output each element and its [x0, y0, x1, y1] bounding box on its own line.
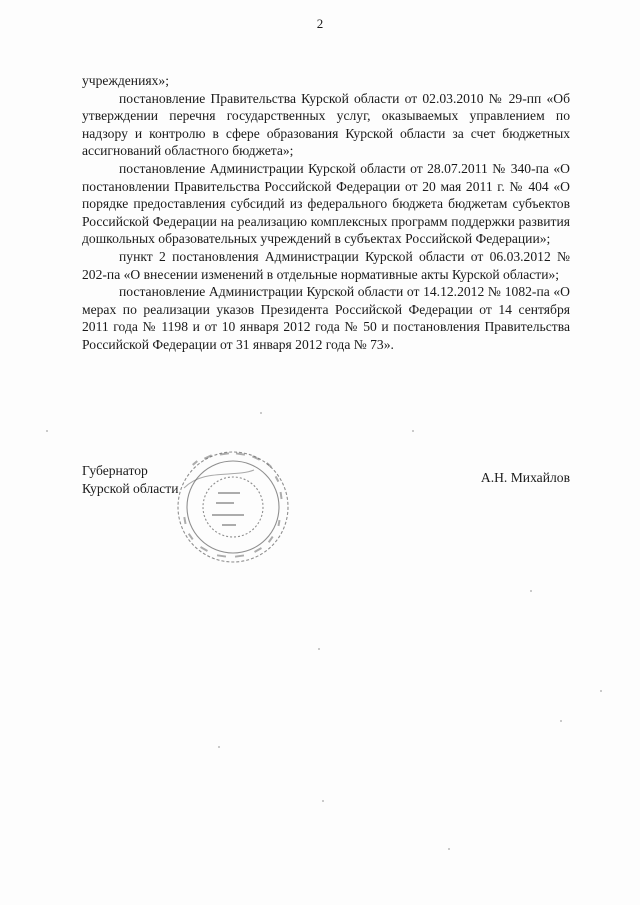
official-stamp-seal: [174, 448, 292, 566]
scan-speck: [530, 590, 532, 592]
signature-title-line2: Курской области: [82, 480, 179, 496]
scan-speck: [448, 848, 450, 850]
scan-speck: [600, 690, 602, 692]
paragraph-3: постановление Администрации Курской области от 28.07.2011 № 340-па «О постановлении Правительства Российской Федерации от 20 мая 2011 г. № 404 «О порядке предоставления субсидий из федерального бюджета бюджетам субъектов Российской Федерации на реализацию комплексных программ поддержки развития дошкольных образовательных учреждений в субъектах Российской Федерации»;: [82, 160, 570, 247]
scan-speck: [412, 430, 414, 432]
scan-speck: [322, 800, 324, 802]
paragraph-1: учреждениях»;: [82, 73, 169, 88]
paragraph-5: постановление Администрации Курской области от 14.12.2012 № 1082-па «О мерах по реализации указов Президента Российской Федерации от 14 сентября 2011 года № 1198 и от 10 января 2012 года № 50 и постановления Правительства Российской Федерации от 31 января 2012 года № 73».: [82, 284, 570, 352]
page-number: 2: [316, 16, 324, 31]
scan-speck: [218, 746, 220, 748]
scan-speck: [560, 720, 562, 722]
signature-name: А.Н. Михайлов: [480, 470, 570, 485]
signature-title-line1: Губернатор: [82, 463, 148, 478]
paragraph-4: пункт 2 постановления Администрации Курской области от 06.03.2012 № 202-па «О внесении изменений в отдельные нормативные акты Курской области»;: [82, 248, 570, 282]
signature-title: [82, 462, 179, 497]
scan-speck: [46, 430, 48, 432]
scan-speck: [318, 648, 320, 650]
scan-speck: [260, 412, 262, 414]
document-body: [82, 72, 570, 354]
paragraph-2: постановление Правительства Курской области от 02.03.2010 № 29-пп «Об утверждении перечня государственных услуг, оказываемых управлением по надзору и контролю в сфере образования Курской области за счет бюджетных ассигнований областного бюджета»;: [82, 90, 570, 159]
